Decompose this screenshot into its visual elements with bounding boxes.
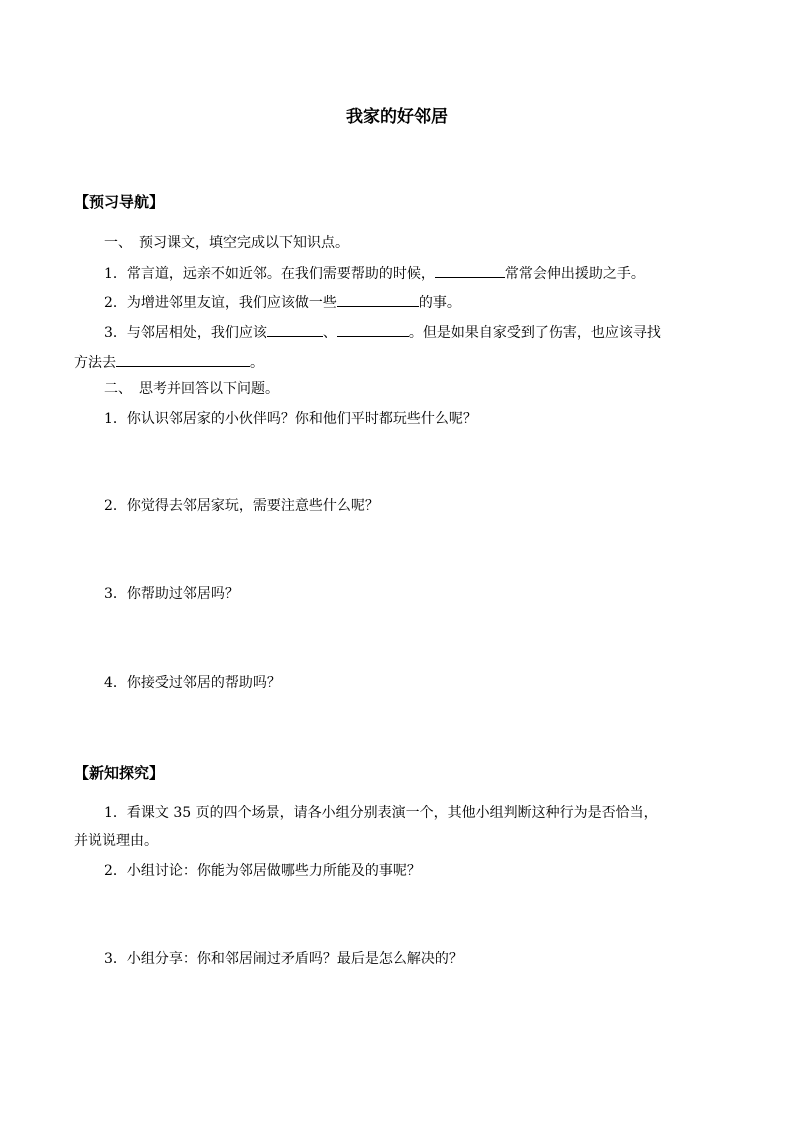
fill-blank[interactable]: [337, 322, 409, 337]
part1-question-2: [104, 292, 461, 312]
question-text: 1．常言道，远亲不如近邻。在我们需要帮助的时候，: [104, 266, 435, 282]
part2-question-2: 2．你觉得去邻居家玩，需要注意些什么呢？: [104, 498, 379, 514]
part2-question-4: 4．你接受过邻居的帮助吗？: [104, 675, 281, 691]
question-text: 。: [250, 355, 264, 371]
fill-blank[interactable]: [116, 352, 250, 367]
fill-blank[interactable]: [435, 263, 505, 278]
fill-blank[interactable]: [267, 322, 323, 337]
part1-heading: 一、 预习课文，填空完成以下知识点。: [104, 235, 349, 251]
question-text: 3．与邻居相处，我们应该: [104, 325, 267, 341]
question-text: 的事。: [418, 295, 461, 311]
explore-question-1-continued: 并说说理由。: [74, 833, 158, 849]
fill-blank[interactable]: [337, 292, 419, 307]
question-text: 常常会伸出援助之手。: [504, 266, 645, 282]
part1-question-3-continued: [74, 352, 264, 372]
part1-question-3: [104, 322, 661, 342]
part2-question-3: 3．你帮助过邻居吗？: [104, 586, 239, 602]
question-text: 。但是如果自家受到了伤害，也应该寻找: [408, 325, 661, 341]
question-text: 、: [322, 325, 337, 341]
page-title: 我家的好邻居: [346, 107, 448, 127]
part1-question-1: [104, 263, 645, 283]
section-heading-preview: 【预习导航】: [74, 193, 165, 211]
question-text: 方法去: [74, 355, 116, 371]
explore-question-3: 3．小组分享：你和邻居闹过矛盾吗？最后是怎么解决的？: [104, 951, 463, 967]
explore-question-2: 2．小组讨论：你能为邻居做哪些力所能及的事呢？: [104, 863, 421, 879]
part2-question-1: 1．你认识邻居家的小伙伴吗？你和他们平时都玩些什么呢？: [104, 411, 477, 427]
question-text: 2．为增进邻里友谊，我们应该做一些: [104, 295, 337, 311]
section-heading-explore: 【新知探究】: [74, 764, 165, 782]
part2-heading: 二、 思考并回答以下问题。: [104, 381, 279, 397]
explore-question-1: 1．看课文 35 页的四个场景，请各小组分别表演一个，其他小组判断这种行为是否恰当，: [104, 805, 658, 821]
